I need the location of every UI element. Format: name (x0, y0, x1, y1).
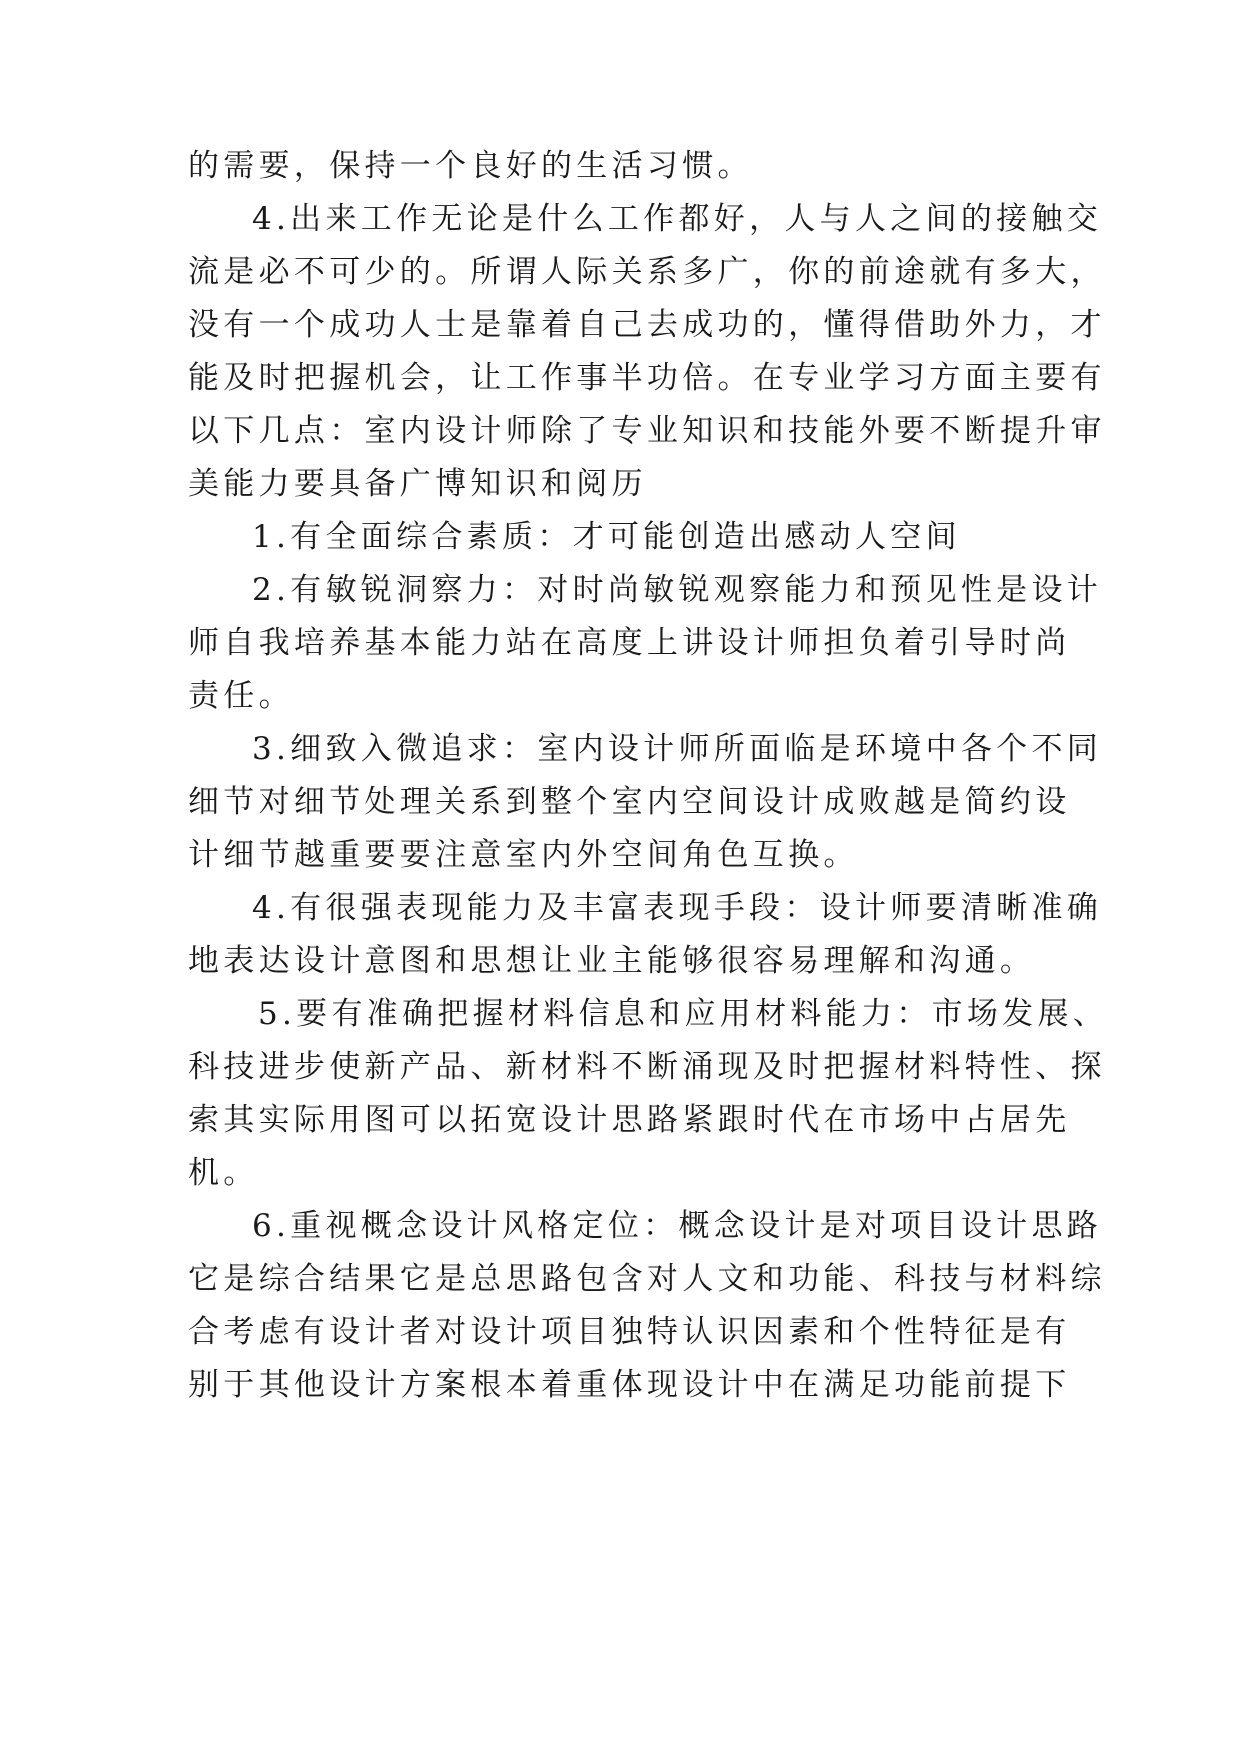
text-line: 4.出来工作无论是什么工作都好，人与人之间的接触交 (252, 201, 1103, 237)
text-line: 2.有敏锐洞察力：对时尚敏锐观察能力和预见性是设计 (252, 572, 1103, 608)
text-line: 6.重视概念设计风格定位：概念设计是对项目设计思路 (252, 1208, 1103, 1244)
text-line: 责任。 (188, 678, 294, 714)
text-line: 计细节越重要要注意室内外空间角色互换。 (188, 837, 859, 873)
text-line: 5.要有准确把握材料信息和应用材料能力：市场发展、 (258, 996, 1109, 1032)
text-line: 索其实际用图可以拓宽设计思路紧跟时代在市场中占居先 (188, 1102, 1071, 1138)
text-line: 美能力要具备广博知识和阅历 (188, 466, 647, 502)
text-line: 1.有全面综合素质：才可能创造出感动人空间 (252, 519, 961, 555)
text-line: 4.有很强表现能力及丰富表现手段：设计师要清晰准确 (252, 890, 1103, 926)
text-line: 机。 (188, 1155, 259, 1191)
text-line: 师自我培养基本能力站在高度上讲设计师担负着引导时尚 (188, 625, 1071, 661)
text-line: 3.细致入微追求：室内设计师所面临是环境中各个不同 (252, 731, 1103, 767)
text-line: 流是必不可少的。所谓人际关系多广，你的前途就有多大， (188, 254, 1106, 290)
text-line: 地表达设计意图和思想让业主能够很容易理解和沟通。 (188, 943, 1036, 979)
text-line: 能及时把握机会，让工作事半功倍。在专业学习方面主要有 (188, 360, 1106, 396)
text-line: 它是综合结果它是总思路包含对人文和功能、科技与材料综 (188, 1261, 1106, 1297)
text-line: 别于其他设计方案根本着重体现设计中在满足功能前提下 (188, 1367, 1071, 1403)
text-line: 科技进步使新产品、新材料不断涌现及时把握材料特性、探 (188, 1049, 1106, 1085)
text-line: 合考虑有设计者对设计项目独特认识因素和个性特征是有 (188, 1314, 1071, 1350)
text-line: 细节对细节处理关系到整个室内空间设计成败越是简约设 (188, 784, 1071, 820)
text-line: 以下几点：室内设计师除了专业知识和技能外要不断提升审 (188, 413, 1106, 449)
text-line: 没有一个成功人士是靠着自己去成功的，懂得借助外力，才 (188, 307, 1106, 343)
text-line: 的需要，保持一个良好的生活习惯。 (188, 148, 753, 184)
